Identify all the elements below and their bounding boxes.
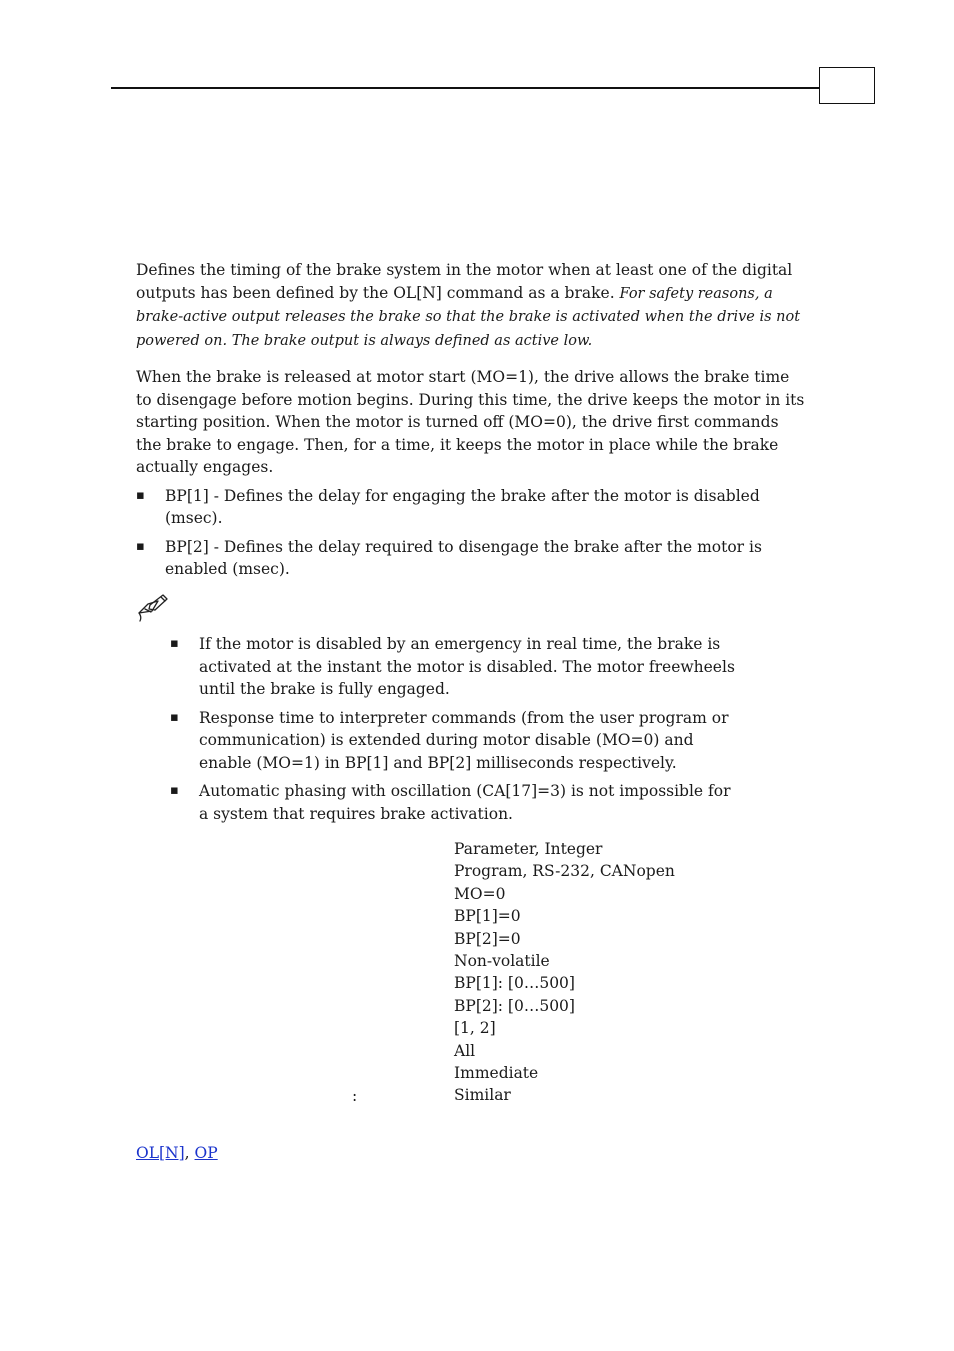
property-value: Immediate (454, 1063, 539, 1082)
link-op[interactable]: OP (194, 1144, 218, 1162)
property-value: Parameter, Integer (454, 840, 603, 858)
properties-values (454, 838, 675, 1107)
see-also-links (136, 1142, 218, 1165)
property-value: BP[1]=0 (454, 907, 521, 926)
property-value: Similar (454, 1086, 511, 1105)
intro-safety-note: For safety reasons, a brake-active output releases the brake so that the brake is activated when the drive is not powered on. The brake output is always defined as active low. (136, 285, 801, 349)
bp-index-list (136, 485, 806, 581)
main-content (136, 259, 806, 587)
property-value: BP[2]=0 (454, 929, 521, 948)
intro-paragraph (136, 259, 806, 352)
pencil-note-icon (136, 591, 170, 623)
property-value: BP[1]: [0…500] (454, 974, 575, 993)
property-value: [1, 2] (454, 1019, 496, 1038)
property-value: Non-volatile (454, 951, 550, 970)
page-number-box (819, 67, 875, 104)
notes-list (170, 633, 740, 831)
list-item: ▪ BP[1] - Defines the delay for engaging the brake after the motor is disabled (msec). (136, 485, 806, 530)
header-rule (111, 87, 819, 89)
brake-timing-paragraph: When the brake is released at motor start (MO=1), the drive allows the brake time to disengage before motion begins. During this time, the drive keeps the motor in its starting position. When the motor is turned off (MO=0), the drive first commands the brake to engage. Then, for a time, it keeps the motor in place while the brake actually engages. (136, 368, 805, 476)
intro-text: Defines the timing of the brake system in the motor when at least one of the digital outputs has been defined by the OL[N] command as a brake. (136, 261, 793, 302)
link-oln[interactable]: OL[N] (136, 1144, 185, 1162)
list-item: ▪ Automatic phasing with oscillation (CA[17]=3) is not impossible for a system that requires brake activation. (170, 780, 740, 825)
property-value: BP[2]: [0…500] (454, 996, 575, 1015)
list-item: ▪ Response time to interpreter commands (from the user program or communication) is extended during motor disable (MO=0) and enable (MO=1) in BP[1] and BP[2] milliseconds respectively. (170, 707, 740, 775)
property-value: All (454, 1041, 476, 1060)
property-colon: : (352, 1087, 358, 1105)
property-value: MO=0 (454, 884, 506, 903)
link-separator: , (184, 1144, 190, 1162)
list-item: ▪ If the motor is disabled by an emergency in real time, the brake is activated at the instant the motor is disabled. The motor freewheels until the brake is fully engaged. (170, 633, 740, 701)
property-value: Program, RS-232, CANopen (454, 862, 675, 881)
list-item: ▪ BP[2] - Defines the delay required to disengage the brake after the motor is enabled (msec). (136, 536, 806, 581)
